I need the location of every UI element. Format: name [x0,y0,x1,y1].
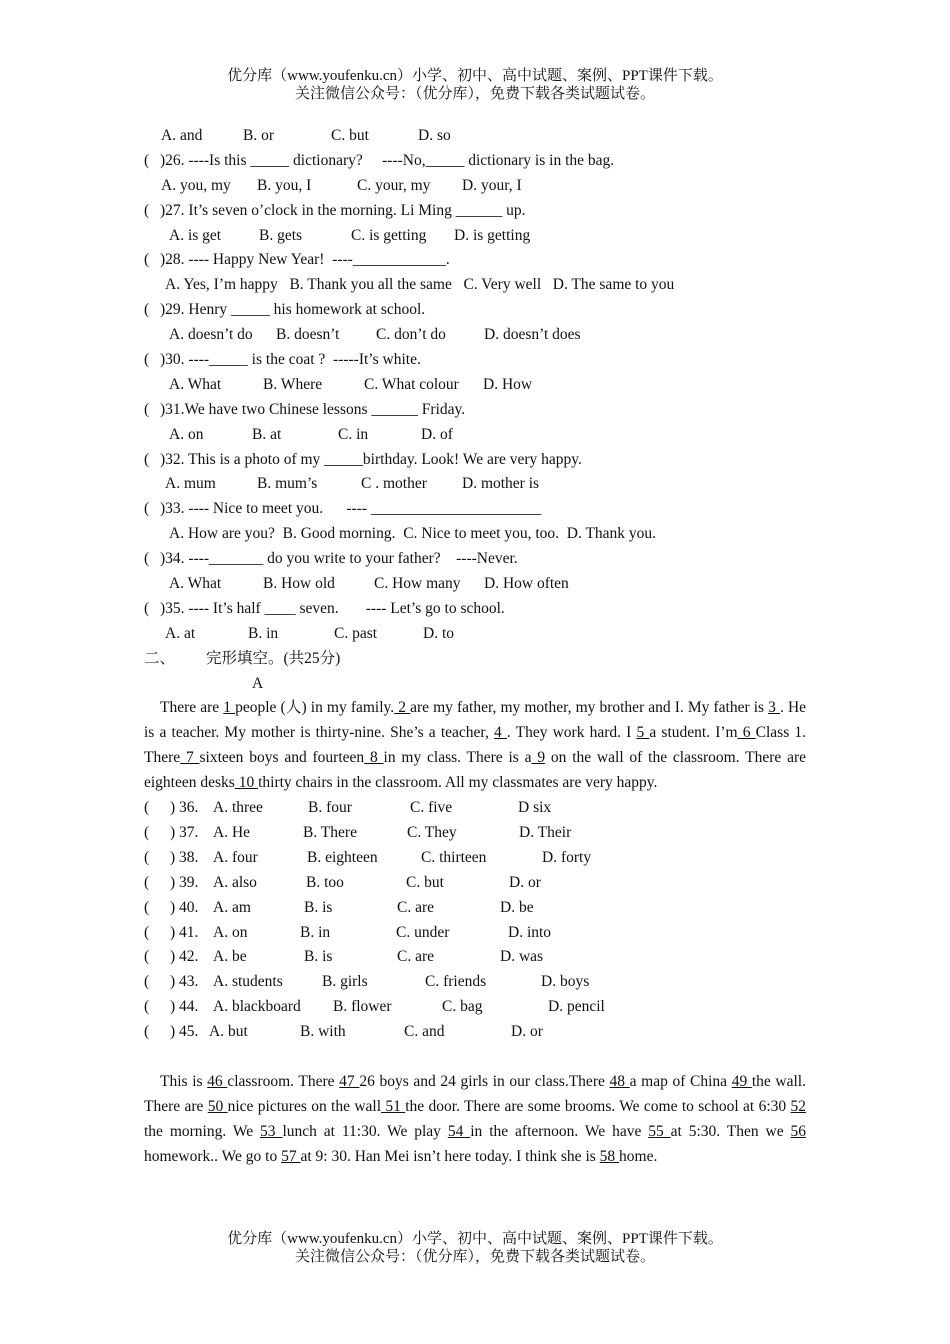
option: A. What [169,375,222,393]
option: D. boys [541,973,590,991]
option: C. is getting [351,226,427,244]
option: A. on [169,425,204,443]
question-number: ) 40. [170,898,199,916]
passage-text: in the afternoon. We have [470,1122,649,1140]
option: B. gets [259,226,303,244]
answer-paren: ( [144,873,150,891]
question-options [144,423,806,448]
passage-text: in my class. There is a [383,749,532,767]
option: D. be [500,898,534,916]
question-text: )27. It’s seven o’clock in the morning. Li Ming ______ up. [160,201,526,219]
option: D. your, I [462,176,522,194]
spacer [144,1045,806,1070]
option: D. The same to you [552,276,675,294]
question-number: ) 41. [170,923,199,941]
passage-text: the morning. We [144,1122,261,1140]
option: B. eighteen [307,848,378,866]
blank-1: 1 [223,699,236,717]
blank-56: 56 [790,1122,807,1140]
options-inline [165,273,674,298]
blank-4: 4 [493,724,507,742]
question-text: )32. This is a photo of my _____birthday. Look! We are very happy. [160,450,582,468]
passage-text: nice pictures on the wall [227,1097,382,1115]
option: A. mum [165,475,216,493]
question-options [144,174,806,199]
answer-paren: ( [144,898,150,916]
passage-text: This is [160,1073,208,1091]
option: C. are [397,948,435,966]
question-options [144,373,806,398]
blank-57: 57 [281,1147,301,1165]
option: D. was [500,948,544,966]
option: D. is getting [454,226,531,244]
option: A. What [169,575,222,593]
question-stem: ( )33. ---- Nice to meet you. ---- ______________________ [144,497,806,522]
answer-paren: ( [144,923,150,941]
option: C. They [407,824,457,841]
option: C. your, my [357,176,431,194]
option: D. forty [542,848,592,866]
passage-text: sixteen boys and fourteen [199,749,365,767]
option: A. Yes, I’m happy [165,276,278,294]
question-options [144,323,806,348]
passage-text: at 5:30. Then we [670,1122,791,1140]
cloze-passage-b [144,1070,806,1170]
options-inline [169,522,656,547]
passage-text: . They work hard. I [506,724,637,742]
option: B. in [248,624,279,642]
option: C. bag [442,998,483,1016]
passage-text: the door. There are some brooms. We come to school at 6:30 [405,1097,791,1115]
blank-49: 49 [731,1073,752,1091]
blank-54: 54 [447,1122,471,1140]
option: B. at [252,425,282,443]
blank-47: 47 [339,1073,360,1091]
option: B. Thank you all the same [289,276,452,294]
header-line-1: 优分库（www.youfenku.cn）小学、初中、高中试题、案例、PPT课件下载。 [227,68,723,84]
option: D. Thank you. [566,525,657,543]
question-number: ) 38. [170,848,199,866]
option: A. is get [169,226,222,244]
q25-options [144,124,806,149]
answer-paren: ( [144,848,150,866]
passage-text: the wall. There are [144,1073,806,1115]
passage-text: home. [619,1147,658,1165]
option: A. four [213,848,258,866]
option: A. doesn’t do [169,326,253,344]
question-stem: ( )34. ----_______ do you write to your father? ----Never. [144,547,806,572]
option: C. thirteen [421,848,487,866]
option: B. Where [263,375,323,393]
option: D. into [508,923,552,941]
passage-text: on the wall of the classroom. There are eighteen desks [144,749,807,792]
option: A. How are you? [169,525,275,543]
passage-text: are my father, my mother, my brother and I. My father is [410,699,769,717]
question-stem: ( )30. ----_____ is the coat ? -----It’s white. [144,348,806,373]
question-text: )31.We have two Chinese lessons ______ Friday. [160,400,466,418]
option: B. flower [333,998,392,1016]
question-text: )28. ---- Happy New Year! ----____________. [160,251,450,269]
question-text: )26. ----Is this _____ dictionary? ----No,_____ dictionary is in the bag. [160,151,615,169]
answer-paren: ( [144,973,150,991]
section-2-title: 二、 完形填空。(共25分) [144,649,341,667]
option: D. mother is [462,475,540,493]
option: A. on [213,923,248,941]
option: C. Nice to meet you, too. [403,525,560,543]
question-number: ) 36. [170,799,199,817]
option: B. too [306,873,344,891]
option: A. three [213,799,263,817]
option: B. is [304,898,333,916]
header-line-2: 关注微信公众号：（优分库），免费下载各类试题试卷。 [294,86,655,102]
question-options [144,273,806,298]
cloze-questions-a [144,796,806,1045]
blank-52: 52 [790,1097,807,1115]
blank-55: 55 [648,1122,671,1140]
question-stem: ( )27. It’s seven o’clock in the morning. Li Ming ______ up. [144,199,806,224]
option: D. pencil [548,998,605,1016]
passage-text: people (人) in my family. [235,699,395,717]
question-text: )29. Henry _____ his homework at school. [160,301,426,319]
option: A. students [213,973,283,991]
option: C. What colour [364,375,459,393]
passage-text: a map of China [629,1073,732,1091]
question-number: ) 37. [170,824,199,841]
option: C. are [397,898,435,916]
blank-6: 6 [737,724,756,742]
option: D. doesn’t does [484,326,581,344]
passage-text: at 9: 30. Han Mei isn’t here today. I think she is [300,1147,600,1165]
option: C. How many [374,575,461,593]
option: A. He [213,824,251,841]
exam-content [144,124,806,1170]
footer-line-1: 优分库（www.youfenku.cn）小学、初中、高中试题、案例、PPT课件下载。 [227,1231,723,1247]
option: A. also [213,873,257,891]
question-options [144,522,806,547]
question-number: ) 44. [170,998,199,1016]
blank-5: 5 [636,724,650,742]
option: D. or [511,1023,543,1041]
option: A. and [161,127,203,144]
passage-text: classroom. There [227,1073,340,1091]
option: D. or [509,873,541,891]
cloze-question [144,945,806,970]
option: A. be [213,948,247,966]
passage-text: thirty chairs in the classroom. All my classmates are very happy. [258,774,658,792]
cloze-question [144,995,806,1020]
page-header [0,67,950,103]
option: B. is [304,948,333,966]
option: B. doesn’t [276,326,340,344]
question-text: )35. ---- It’s half ____ seven. ---- Let’s go to school. [160,599,505,617]
option: C. friends [425,973,487,991]
answer-paren: ( [144,824,150,841]
blank-7: 7 [180,749,200,767]
question-number: ) 42. [170,948,199,966]
option: D six [518,799,552,817]
footer-line-2: 关注微信公众号：（优分库），免费下载各类试题试卷。 [294,1249,655,1265]
question-text: )34. ----_______ do you write to your father? ----Never. [160,550,518,568]
option: D. How often [484,575,569,593]
cloze-passage-a [144,696,806,796]
option: B. you, I [257,176,312,194]
option: D. of [421,425,453,443]
option: C. under [396,923,450,941]
option: C. but [406,873,444,891]
question-number: ) 45. [170,1023,199,1041]
cloze-question [144,846,806,871]
option: C. but [331,127,369,144]
blank-51: 51 [381,1097,406,1115]
passage-text: Class 1. There [144,724,806,767]
blank-46: 46 [207,1073,228,1091]
question-options [144,472,806,497]
option: C. in [338,425,369,443]
cloze-question [144,796,806,821]
cloze-question [144,921,806,946]
cloze-question [144,1020,806,1045]
question-stem: ( )28. ---- Happy New Year! ----____________. [144,248,806,273]
cloze-question [144,821,806,846]
blank-3: 3 [768,699,780,717]
option: B. Good morning. [282,525,396,543]
question-number: ) 43. [170,973,199,991]
question-text: )33. ---- Nice to meet you. ---- ______________________ [160,500,542,518]
passage-text: lunch at 11:30. We play [282,1122,448,1140]
option: C. Very well [463,276,542,294]
option: C. and [404,1023,445,1041]
answer-paren: ( [144,1023,150,1041]
answer-paren: ( [144,998,150,1016]
blank-2: 2 [394,699,411,717]
blank-53: 53 [260,1122,283,1140]
question-stem: ( )32. This is a photo of my _____birthday. Look! We are very happy. [144,448,806,473]
multiple-choice-questions [144,149,806,647]
option: B. girls [322,973,368,991]
question-options [144,572,806,597]
option: B. four [308,799,352,817]
option: B. How old [263,575,335,593]
question-text: )30. ----_____ is the coat ? -----It’s white. [160,351,421,369]
option: B. or [243,127,274,144]
option: B. mum’s [257,475,318,493]
blank-10: 10 [234,774,259,792]
option: B. with [300,1023,346,1041]
blank-50: 50 [207,1097,228,1115]
option: A. am [213,898,251,916]
cloze-question [144,970,806,995]
blank-9: 9 [531,749,546,767]
option: B. There [303,824,357,841]
option: A. blackboard [213,998,301,1016]
question-options [144,224,806,249]
answer-paren: ( [144,799,150,817]
option: D. How [483,375,533,393]
question-options [144,622,806,647]
page-footer [0,1230,950,1266]
option: C . mother [361,475,427,493]
answer-paren: ( [144,948,150,966]
question-stem: ( )35. ---- It’s half ____ seven. ---- Let’s go to school. [144,597,806,622]
passage-text: 26 boys and 24 girls in our class.There [359,1073,610,1091]
option: A. at [165,624,196,642]
question-stem: ( )26. ----Is this _____ dictionary? ----No,_____ dictionary is in the bag. [144,149,806,174]
option: C. five [410,799,453,817]
blank-58: 58 [599,1147,620,1165]
question-stem: ( )29. Henry _____ his homework at school. [144,298,806,323]
passage-text: homework.. We go to [144,1147,282,1165]
option: C. don’t do [376,326,446,344]
option: A. you, my [161,176,231,194]
option: A. but [209,1023,248,1041]
passage-text: . He is a teacher. My mother is thirty-nine. She’s a teacher, [144,699,807,742]
question-number: ) 39. [170,873,199,891]
cloze-question [144,871,806,896]
question-stem: ( )31.We have two Chinese lessons ______ Friday. [144,398,806,423]
option: D. Their [519,824,572,841]
passage-text: a student. I’m [649,724,738,742]
option: D. to [423,624,454,642]
option: D. so [418,127,451,144]
section-2-subtitle: A [252,674,264,692]
option: B. in [300,923,331,941]
blank-8: 8 [364,749,384,767]
option: C. past [334,624,378,642]
cloze-question [144,896,806,921]
passage-text: There are [160,699,224,717]
blank-48: 48 [609,1073,630,1091]
